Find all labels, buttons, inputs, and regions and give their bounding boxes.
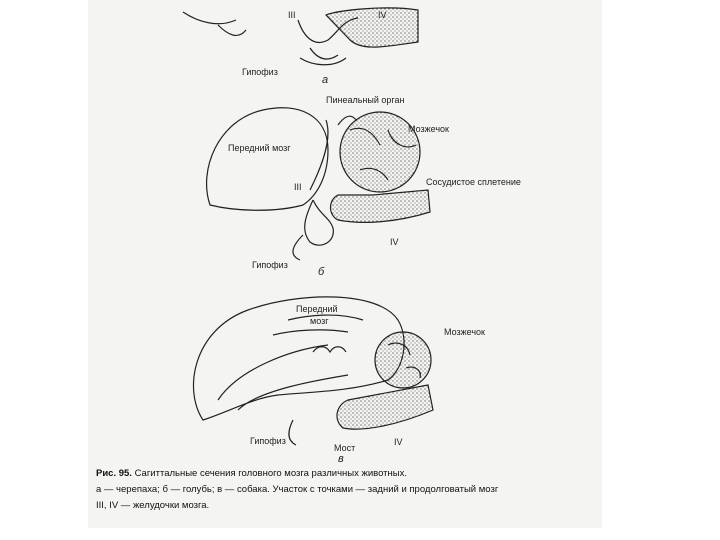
label-b-ventricle-iv: IV [390,237,399,247]
label-c-pons: Мост [334,443,356,453]
label-c-forebrain-line1: Передний [296,304,338,314]
label-b-choroid-plexus: Сосудистое сплетение [426,177,521,187]
label-a-ventricle-iv: IV [378,10,387,20]
caption-title-text: Сагиттальные сечения головного мозга различных животных. [131,468,407,479]
label-b-pineal: Пинеальный орган [326,95,405,105]
label-b-cerebellum: Мозжечок [408,124,449,134]
panel-letter-c: в [338,453,344,465]
label-b-pituitary: Гипофиз [252,260,288,270]
panel-letter-a: а [322,74,329,86]
caption-legend-animals: а — черепаха; б — голубь; в — собака. Участок с точками — задний и продолговатый мозг [96,484,499,495]
scanned-page [88,0,602,528]
figure-caption [96,466,596,514]
brain-sections-illustration [88,0,602,470]
label-a-ventricle-iii: III [288,10,296,20]
label-c-cerebellum: Мозжечок [444,327,485,337]
label-c-pituitary: Гипофиз [250,436,286,446]
label-c-ventricle-iv: IV [394,437,403,447]
label-b-forebrain: Передний мозг [228,143,291,153]
label-a-pituitary: Гипофиз [242,67,278,77]
label-b-ventricle-iii: III [294,182,302,192]
panel-letter-b: б [318,266,325,278]
caption-figure-number: Рис. 95. [96,468,132,479]
label-c-forebrain-line2: мозг [310,316,329,326]
caption-legend-ventricles: III, IV — желудочки мозга. [96,500,210,511]
caption-title [96,466,596,482]
